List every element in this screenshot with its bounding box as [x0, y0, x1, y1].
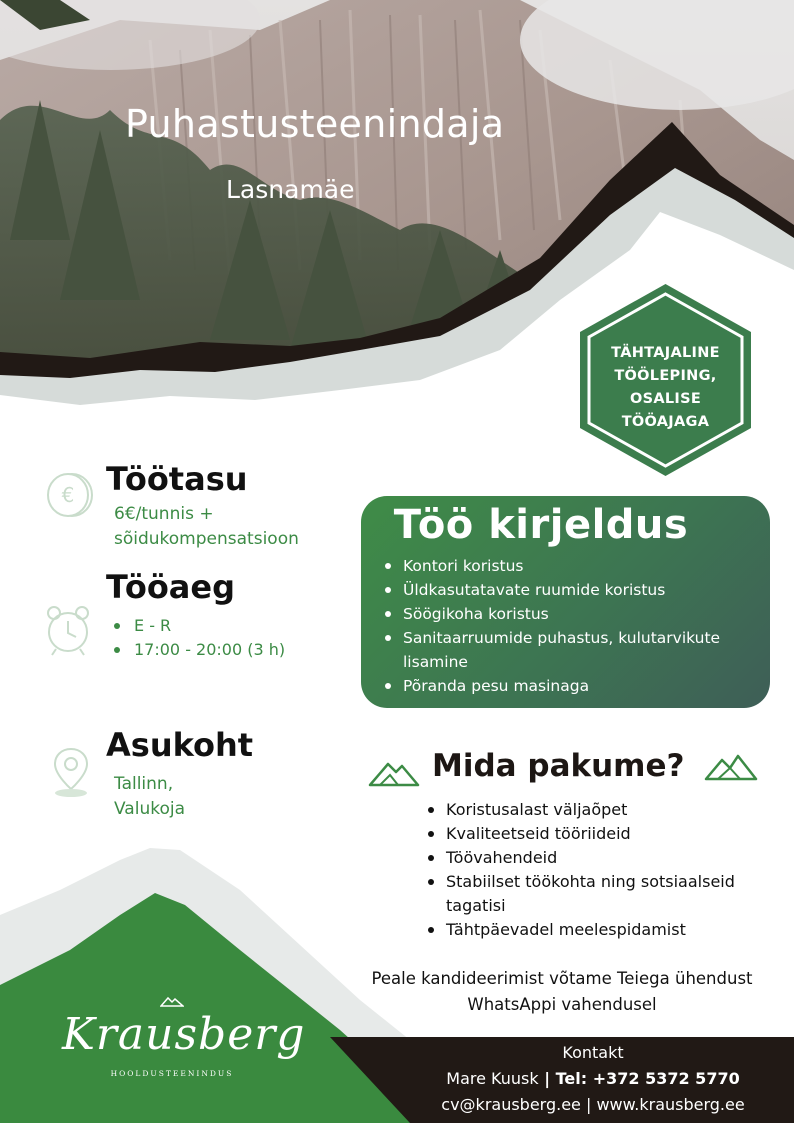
job-description-item: Sanitaarruumide puhastus, kulutarvikute lisamine [381, 626, 766, 674]
map-pin-icon [48, 745, 94, 799]
hours-item: E - R [108, 614, 285, 638]
offer-title: Mida pakume? [432, 748, 685, 784]
contact-name: Mare Kuusk [446, 1069, 539, 1088]
hours-heading: Tööaeg [106, 568, 235, 606]
job-description-item: Põranda pesu masinaga [381, 674, 766, 698]
alarm-clock-icon [42, 603, 94, 657]
contact-phone-separator: | [538, 1069, 556, 1088]
logo-mountain-icon [160, 995, 184, 1007]
contract-badge-text [578, 342, 753, 434]
mountain-icon-left [368, 758, 420, 788]
job-description-item: Kontori koristus [381, 554, 766, 578]
badge-line: TÖÖAJAGA [621, 414, 710, 430]
logo-wordmark: Krausberg [62, 1009, 306, 1060]
krausberg-logo [62, 995, 306, 1090]
badge-line: TÄHTAJALINE [611, 345, 720, 361]
job-description-item: Söögikoha koristus [381, 602, 766, 626]
location-heading: Asukoht [106, 726, 254, 764]
contract-badge [578, 282, 753, 478]
badge-line: TÖÖLEPING, [614, 368, 717, 384]
hours-item: 17:00 - 20:00 (3 h) [108, 638, 285, 662]
offer-item: Töövahendeid [424, 846, 764, 870]
contact-person-line [340, 1066, 794, 1092]
hours-list [108, 614, 285, 662]
mountain-icon-right [704, 752, 758, 782]
contact-email[interactable]: cv@krausberg.ee [441, 1095, 581, 1114]
logo-subtitle: HOOLDUSTEENINDUS [110, 1069, 234, 1078]
application-note [352, 966, 772, 1018]
salary-line: sõidukompensatsioon [114, 529, 299, 549]
offer-item: Tähtpäevadel meelespidamist [424, 918, 764, 942]
job-title: Puhastusteenindaja [125, 102, 505, 146]
note-line: WhatsAppi vahendusel [467, 995, 657, 1014]
contact-links-line [340, 1092, 794, 1118]
job-description-list [381, 554, 766, 698]
job-description-item: Üldkasutatavate ruumide koristus [381, 578, 766, 602]
contact-phone[interactable]: Tel: +372 5372 5770 [555, 1069, 740, 1088]
job-description-title: Töö kirjeldus [393, 502, 689, 548]
badge-line: OSALISE [629, 391, 702, 407]
contact-website[interactable]: www.krausberg.ee [596, 1095, 745, 1114]
offer-item: Stabiilset töökohta ning sotsiaalseid tagatisi [424, 870, 764, 918]
location-line: Tallinn, [114, 774, 174, 794]
contact-separator: | [580, 1095, 597, 1114]
contact-heading: Kontakt [562, 1043, 624, 1062]
job-location: Lasnamäe [226, 175, 355, 204]
salary-value [114, 502, 299, 552]
euro-coin-icon [45, 470, 95, 520]
note-line: Peale kandideerimist võtame Teiega ühendust [371, 969, 753, 988]
location-value [114, 772, 185, 822]
salary-line: 6€/tunnis + [114, 504, 214, 524]
offer-item: Kvaliteetseid tööriideid [424, 822, 764, 846]
contact-block [340, 1040, 794, 1118]
svg-text:€: € [61, 483, 75, 507]
job-description-card [361, 496, 770, 708]
salary-heading: Töötasu [106, 460, 248, 498]
location-line: Valukoja [114, 799, 186, 819]
offer-list [424, 798, 764, 942]
offer-item: Koristusalast väljaõpet [424, 798, 764, 822]
